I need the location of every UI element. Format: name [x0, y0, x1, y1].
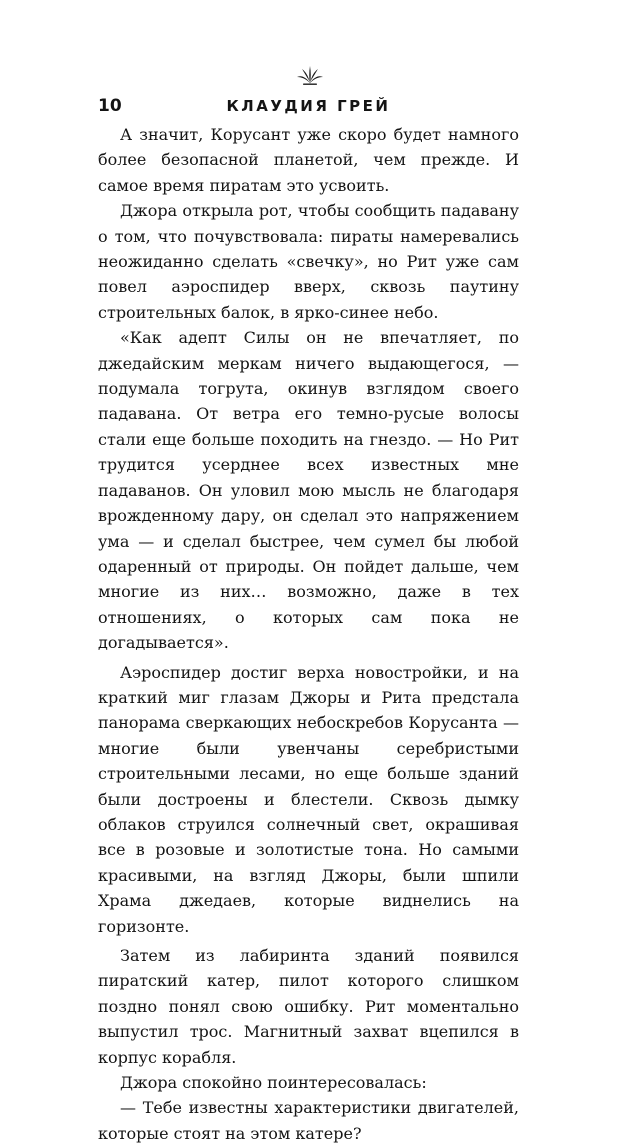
body-text [98, 122, 519, 1146]
paragraph: Затем из лабиринта зданий появился пиратский катер, пилот которого слишком поздно понял свою ошибку. Рит моментально выпустил трос. Магнитный захват вцепился в корпус корабля. [98, 946, 519, 1067]
page-header [98, 96, 519, 120]
paragraph: Джора открыла рот, чтобы сообщить падавану о том, что почувствовала: пираты намеревались неожиданно сделать «свечку», но Рит уже сам повел аэроспидер вверх, сквозь паутину строительных балок, в ярко-синее небо. [98, 201, 519, 322]
paragraph: А значит, Корусант уже скоро будет намного более безопасной планетой, чем прежде. И самое время пиратам это усвоить. [98, 125, 519, 195]
paragraph: «Как адепт Силы он не впечатляет, по джедайским меркам ничего выдающегося, — подумала тогрута, окинув взглядом своего падавана. От ветра его темно-русые волосы стали еще больше походить на гнездо. — Но Рит трудится усерднее всех известных мне падаванов. Он уловил мою мысль не благодаря врожденному дару, он сделал это напряжением ума — и сделал быстрее, чем сумел бы любой одаренный от природы. Он пойдет дальше, чем многие из них… возможно, даже в тех отношениях, о которых сам пока не догадывается». [98, 328, 519, 653]
paragraph: — Тебе известны характеристики двигателей, которые стоят на этом катере? [98, 1098, 519, 1143]
running-title: КЛАУДИЯ ГРЕЙ [226, 97, 391, 115]
paragraph: Аэроспидер достиг верха новостройки, и на краткий миг глазам Джоры и Рита предстала панорама сверкающих небоскребов Корусанта — многие были увенчаны серебристыми строительными лесами, но еще больше зданий были достроены и блестели. Сквозь дымку облаков струился солнечный свет, окрашивая все в розовые и золотистые тона. Но самыми красивыми, на взгляд Джоры, были шпили Храма джедаев, которые виднелись на горизонте. [98, 662, 519, 936]
page-number: 10 [98, 96, 122, 116]
paragraph: Джора спокойно поинтересовалась: [120, 1073, 427, 1093]
leaf-ornament-svg [294, 64, 326, 86]
leaf-ornament-icon [0, 64, 619, 86]
